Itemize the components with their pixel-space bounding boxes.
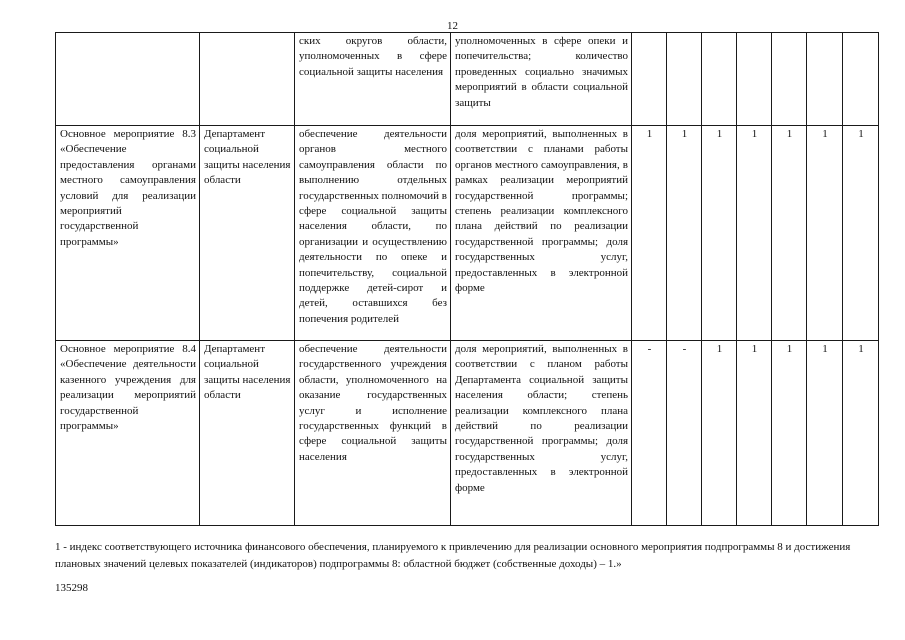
indicator-value-cell: 1 bbox=[807, 126, 843, 341]
indicator-value-cell: 1 bbox=[843, 341, 879, 526]
executor-cell: Департамент социальной защиты населения области bbox=[200, 126, 295, 341]
activity-content-cell: обеспечение деятельности государственного учреждения области, уполномоченного на оказание государственных услуг и исполнение государственных функций в сфере социальной защиты населения bbox=[295, 341, 451, 526]
activity-name-cell bbox=[56, 33, 200, 126]
indicator-value-cell: 1 bbox=[737, 126, 772, 341]
indicator-value-cell bbox=[807, 33, 843, 126]
indicator-value-cell: 1 bbox=[772, 341, 807, 526]
indicator-value-cell: 1 bbox=[807, 341, 843, 526]
table-row bbox=[56, 33, 879, 126]
indicators-cell: уполномоченных в сфере опеки и попечительства; количество проведенных социально значимых мероприятий в области социальной защиты bbox=[451, 33, 632, 126]
indicator-value-cell: - bbox=[667, 341, 702, 526]
indicator-value-cell: 1 bbox=[702, 341, 737, 526]
indicators-cell: доля мероприятий, выполненных в соответствии с планом работы Департамента социальной защиты населения области; степень реализации комплексного плана действий по реализации государственной программы; доля государственных услуг, предоставленных в электронной форме bbox=[451, 341, 632, 526]
executor-cell bbox=[200, 33, 295, 126]
indicator-value-cell bbox=[843, 33, 879, 126]
program-activities-table bbox=[55, 32, 879, 526]
indicators-cell: доля мероприятий, выполненных в соответствии с планами работы органов местного самоуправления, в рамках реализации мероприятий государственной программы; степень реализации комплексного плана действий по реализации государственной программы; доля государственных услуг, предоставленных в электронной форме bbox=[451, 126, 632, 341]
indicator-value-cell: 1 bbox=[667, 126, 702, 341]
document-code: 135298 bbox=[55, 582, 88, 594]
activity-name-cell: Основное мероприятие 8.4 «Обеспечение деятельности казенного учреждения для реализации мероприятий государственной программы» bbox=[56, 341, 200, 526]
indicator-value-cell bbox=[737, 33, 772, 126]
indicator-value-cell bbox=[772, 33, 807, 126]
activity-content-cell: ских округов области, уполномоченных в сфере социальной защиты населения bbox=[295, 33, 451, 126]
indicator-value-cell: 1 bbox=[737, 341, 772, 526]
indicator-value-cell bbox=[632, 33, 667, 126]
indicator-value-cell: 1 bbox=[702, 126, 737, 341]
indicator-value-cell: - bbox=[632, 341, 667, 526]
table-row bbox=[56, 126, 879, 341]
page-number: 12 bbox=[447, 20, 458, 32]
executor-cell: Департамент социальной защиты населения области bbox=[200, 341, 295, 526]
indicator-value-cell: 1 bbox=[632, 126, 667, 341]
activity-content-cell: обеспечение деятельности органов местного самоуправления области по выполнению отдельных государственных полномочий в сфере социальной защиты населения области, по организации и осуществлению деятельности по опеке и попечительству, социальной поддержке детей-сирот и детей, оставшихся без попечения родителей bbox=[295, 126, 451, 341]
footnote: 1 - индекс соответствующего источника финансового обеспечения, планируемого к привлечению для реализации основного мероприятия подпрограммы 8 и достижения плановых значений целевых показателей (индикаторов) подпрограммы 8: областной бюджет (собственные доходы) – 1.» bbox=[55, 541, 851, 570]
indicator-value-cell bbox=[702, 33, 737, 126]
indicator-value-cell: 1 bbox=[843, 126, 879, 341]
activity-name-cell: Основное мероприятие 8.3 «Обеспечение предоставления органами местного самоуправления условий для реализации мероприятий государственной программы» bbox=[56, 126, 200, 341]
table-row bbox=[56, 341, 879, 526]
indicator-value-cell: 1 bbox=[772, 126, 807, 341]
indicator-value-cell bbox=[667, 33, 702, 126]
